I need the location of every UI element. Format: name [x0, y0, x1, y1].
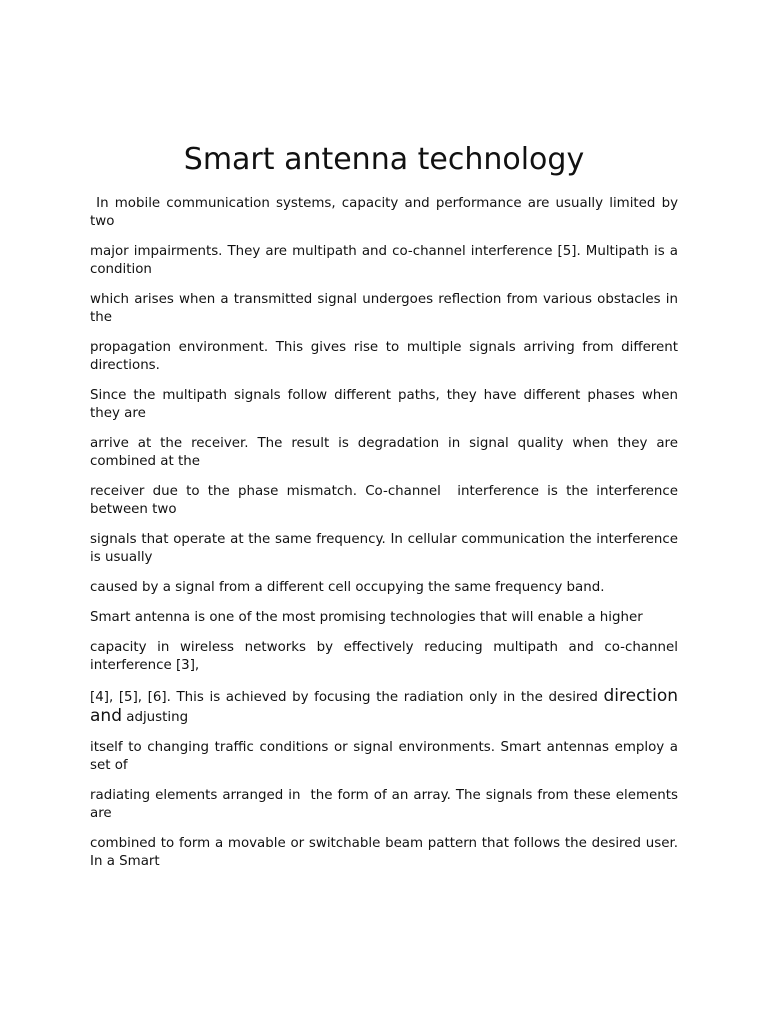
paragraph-12-part3: adjusting: [121, 710, 189, 725]
paragraph-1: In mobile communication systems, capacity and performance are usually limited by two: [90, 196, 683, 229]
paragraph-10: Smart antenna is one of the most promising technologies that will enable a higher: [90, 610, 643, 625]
paragraph-6: arrive at the receiver. The result is degradation in signal quality when they are combined at the: [90, 436, 678, 469]
paragraph-9: caused by a signal from a different cell occupying the same frequency band.: [90, 580, 605, 595]
paragraph-12-large-text: direction and: [90, 686, 684, 726]
paragraph-12-part1: [4], [5], [6]. This is achieved by focusing the radiation only in the desired: [90, 690, 604, 705]
paragraph-12: [90, 686, 684, 727]
paragraph-3: which arises when a transmitted signal undergoes reflection from various obstacles in the: [90, 292, 678, 325]
paragraph-4: propagation environment. This gives rise to multiple signals arriving from different directions.: [90, 340, 678, 373]
paragraph-7: receiver due to the phase mismatch. Co-channel interference is the interference between two: [90, 484, 683, 517]
paragraph-8: signals that operate at the same frequency. In cellular communication the interference is usually: [90, 532, 678, 565]
paragraph-15: combined to form a movable or switchable beam pattern that follows the desired user. In a Smart: [90, 836, 678, 869]
paragraph-5: Since the multipath signals follow different paths, they have different phases when they are: [90, 388, 678, 421]
paragraph-14: radiating elements arranged in the form of an array. The signals from these elements are: [90, 788, 683, 821]
body-text: [90, 195, 684, 883]
page-title: Smart antenna technology: [183, 142, 585, 177]
paragraph-11: capacity in wireless networks by effectively reducing multipath and co-channel interference [3],: [90, 640, 678, 673]
paragraph-13: itself to changing traffic conditions or signal environments. Smart antennas employ a set of: [90, 740, 678, 773]
paragraph-2: major impairments. They are multipath and co-channel interference [5]. Multipath is a condition: [90, 244, 678, 277]
